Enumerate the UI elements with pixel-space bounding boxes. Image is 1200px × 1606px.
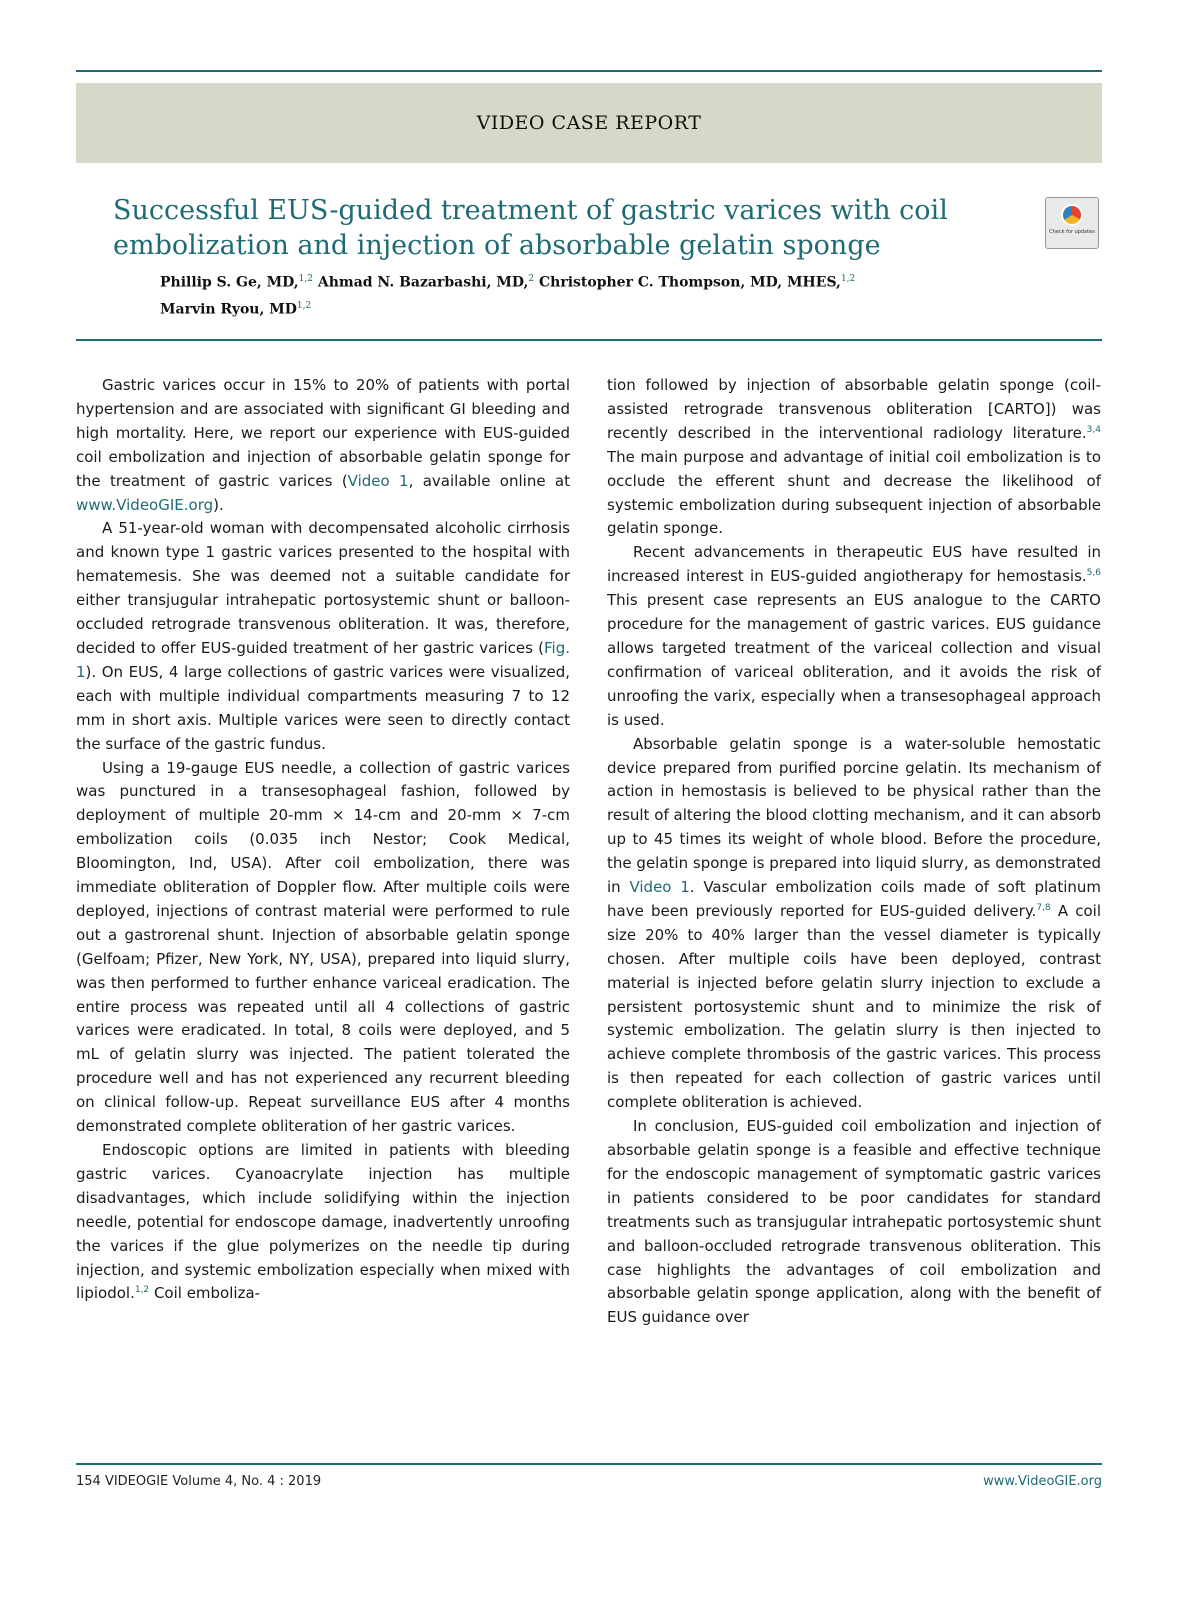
text-run: . Vascular embolization coils made of soft platinum have been previously reported for EUS-guided delivery. [607, 878, 1102, 920]
paragraph: In conclusion, EUS-guided coil embolization and injection of absorbable gelatin sponge is a feasible and effective technique for the endoscopic management of symptomatic gastric varices in patients considered to be poor candidates for standard treatments such as transjugular intrahepatic portosystemic shunt and balloon-occluded retrograde transvenous obliteration. This case highlights the advantages of coil embolization and absorbable gelatin sponge application, along with the benefit of EUS guidance over [607, 1117, 1101, 1327]
text-run: Coil emboliza- [149, 1284, 261, 1303]
video-link[interactable]: Video 1 [347, 471, 409, 490]
author-affiliation: 2 [528, 274, 535, 284]
crossmark-icon [1061, 204, 1083, 226]
website-link[interactable]: www.VideoGIE.org [76, 495, 214, 514]
header-divider [76, 339, 1102, 341]
author-name: Christopher C. Thompson, MD, MHES, [539, 274, 841, 291]
text-run: ). [213, 495, 224, 514]
text-run: A 51-year-old woman with decompensated alcoholic cirrhosis and known type 1 gastric varices presented to the hospital with hematemesis. She was deemed not a suitable candidate for either transjugular intrahepatic portosystemic shunt or balloon-occluded retrograde transvenous obliteration. It was, therefore, decided to offer EUS-guided treatment of her gastric varices ( [76, 519, 570, 657]
text-run: A coil size 20% to 40% larger than the vessel diameter is typically chosen. After multiple coils have been deployed, contrast material is injected before gelatin slurry injection to exclude a persistent portosystemic shunt and to minimize the risk of systemic embolization. The gelatin slurry is then injected to achieve complete thrombosis of the gastric varices. This process is then repeated for each collection of gastric varices until complete obliteration is achieved. [607, 901, 1101, 1112]
paragraph: Using a 19-gauge EUS needle, a collection of gastric varices was punctured in a transesophageal fashion, followed by deployment of multiple 20-mm × 14-cm and 20-mm × 7-cm embolization coils (0.035 inch Nestor; Cook Medical, Bloomington, Ind, USA). After coil embolization, there was immediate obliteration of Doppler flow. After multiple coils were deployed, injections of contrast material were performed to rule out a gastrorenal shunt. Injection of absorbable gelatin sponge (Gelfoam; Pfizer, New York, NY, USA), prepared into liquid slurry, was then performed to further enhance variceal eradication. The entire process was repeated until all 4 collections of gastric varices were eradicated. In total, 8 coils were deployed, and 5 mL of gelatin slurry was injected. The patient tolerated the procedure well and has not experienced any recurrent bleeding on clinical follow-up. Repeat surveillance EUS after 4 months demonstrated complete obliteration of her gastric varices. [76, 758, 570, 1136]
article-type-label: VIDEO CASE REPORT [476, 112, 702, 134]
author-affiliation: 1,2 [840, 274, 856, 284]
reference-link[interactable]: 3,4 [1086, 424, 1101, 435]
text-run: Gastric varices occur in 15% to 20% of patients with portal hypertension and are associated with significant GI bleeding and high mortality. Here, we report our experience with EUS-guided coil embolization and injection of absorbable gelatin sponge for the treatment of gastric varices ( [76, 376, 570, 490]
footer-rule [76, 1463, 1102, 1465]
text-run: This present case represents an EUS analogue to the CARTO procedure for the management of gastric varices. EUS guidance allows targeted treatment of the variceal collection and visual confirmation of variceal obliteration, and it avoids the risk of unroofing the varix, especially when a transesophageal approach is used. [607, 591, 1101, 729]
text-run: The main purpose and advantage of initial coil embolization is to occlude the efferent shunt and decrease the likelihood of systemic embolization during subsequent injection of absorbable gelatin sponge. [607, 447, 1101, 538]
author-name: Phillip S. Ge, MD, [160, 274, 299, 291]
check-for-updates-badge[interactable] [1045, 197, 1099, 249]
reference-link[interactable]: 5,6 [1086, 568, 1101, 579]
text-run: tion followed by injection of absorbable gelatin sponge (coil-assisted retrograde transvenous obliteration [CARTO]) was recently described in the interventional radiology literature. [607, 376, 1101, 442]
badge-label: Check for updates [1049, 229, 1095, 235]
figure-link[interactable]: Fig. 1 [76, 638, 570, 681]
footer-website-link[interactable]: www.VideoGIE.org [983, 1474, 1102, 1489]
author-name: Ahmad N. Bazarbashi, MD, [317, 274, 529, 291]
paragraph [607, 541, 1101, 732]
author-affiliation: 1,2 [298, 274, 313, 284]
paragraph [607, 374, 1101, 541]
author-list [160, 268, 980, 321]
left-column [76, 374, 570, 1306]
author-affiliation: 1,2 [296, 300, 312, 311]
article-title: Successful EUS-guided treatment of gastric varices with coil embolization and injection of absorbable gelatin sponge [113, 195, 948, 261]
paragraph [76, 374, 570, 517]
footer-citation: 154 VIDEOGIE Volume 4, No. 4 : 2019 [76, 1474, 322, 1489]
text-run: Recent advancements in therapeutic EUS have resulted in increased interest in EUS-guided angiotherapy for hemostasis. [607, 543, 1101, 586]
reference-link[interactable]: 7,8 [1036, 902, 1051, 913]
paragraph [76, 1139, 570, 1306]
video-link[interactable]: Video 1 [629, 878, 690, 897]
author-name: Marvin Ryou, MD [160, 301, 297, 318]
text-run: , available online at [408, 471, 570, 490]
top-rule [76, 70, 1102, 72]
text-run: ). On EUS, 4 large collections of gastric varices were visualized, each with multiple individual compartments measuring 7 to 12 mm in short axis. Multiple varices were seen to directly contact the surface of the gastric fundus. [76, 662, 570, 753]
paragraph [76, 517, 570, 756]
right-column [607, 374, 1101, 1330]
text-run: Absorbable gelatin sponge is a water-soluble hemostatic device prepared from purified porcine gelatin. Its mechanism of action in hemostasis is believed to be physical rather than the result of altering the blood clotting mechanism, and it can absorb up to 45 times its weight of whole blood. Before the procedure, the gelatin sponge is prepared into liquid slurry, as demonstrated in [607, 734, 1101, 897]
article-type-banner [76, 83, 1102, 163]
page-footer [76, 1474, 1102, 1489]
paragraph [607, 733, 1101, 1116]
reference-link[interactable]: 1,2 [134, 1285, 150, 1296]
text-run: Endoscopic options are limited in patients with bleeding gastric varices. Cyanoacrylate injection has multiple disadvantages, which include solidifying within the injection needle, potential for endoscope damage, inadvertently unroofing the varices if the glue polymerizes on the needle tip during injection, and systemic embolization especially when mixed with lipiodol. [76, 1141, 570, 1303]
